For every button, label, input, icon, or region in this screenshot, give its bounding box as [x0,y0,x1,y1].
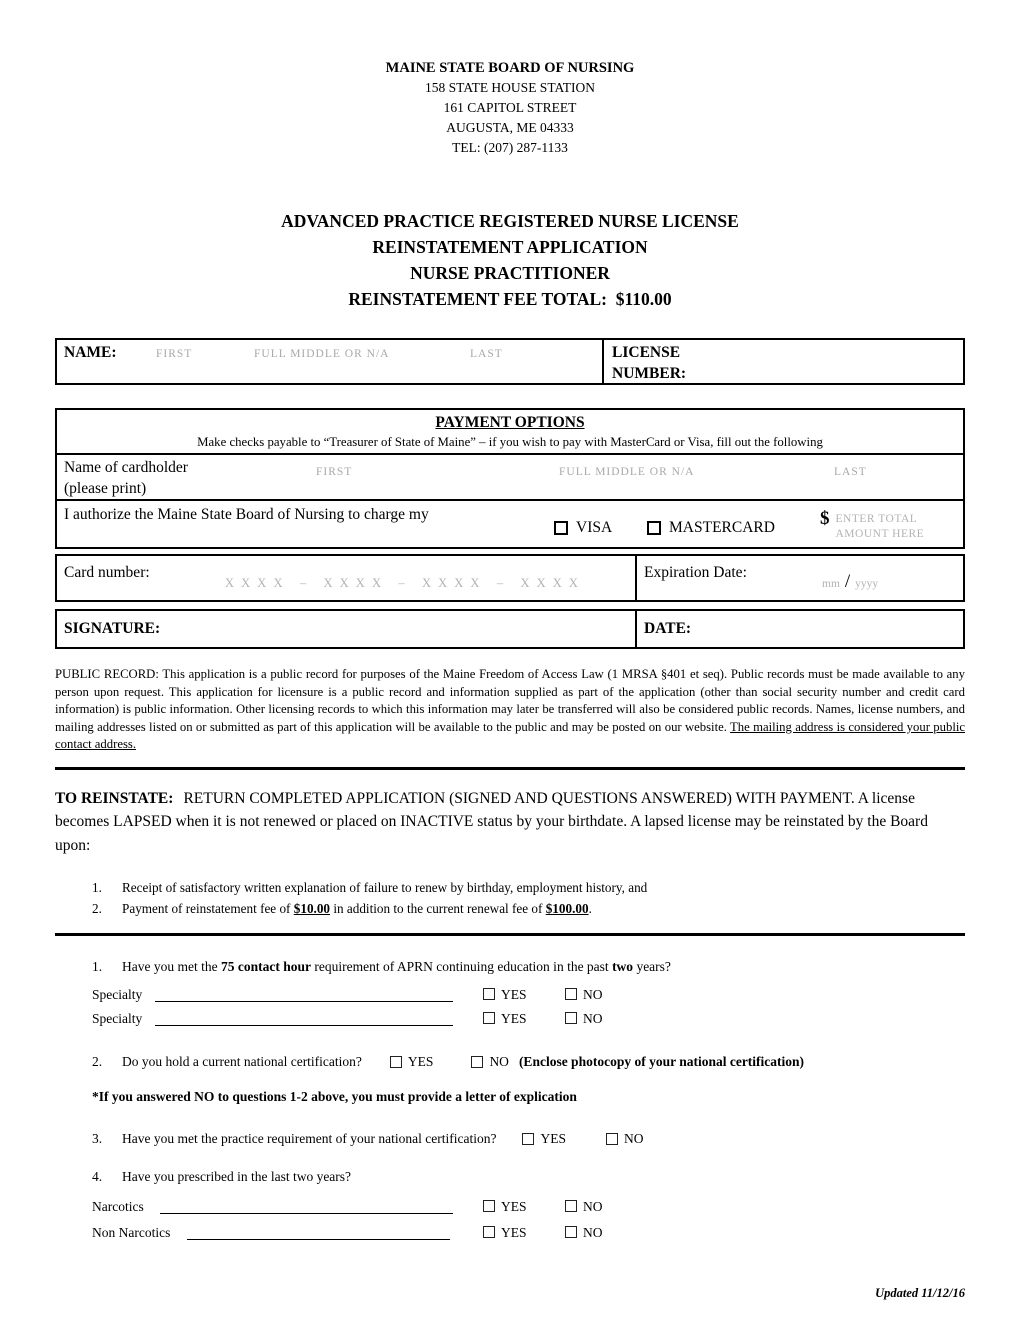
narcotics-row: Narcotics YES NO [92,1199,603,1215]
signature-field[interactable] [57,611,637,647]
no-checkbox[interactable] [565,1200,577,1212]
expiration-placeholder: mm / yyyy [822,571,879,592]
cardholder-middle-placeholder: FULL MIDDLE OR N/A [559,466,695,478]
title-line-3: NURSE PRACTITIONER [410,263,610,283]
to-reinstate-paragraph: TO REINSTATE: RETURN COMPLETED APPLICATION (SIGNED AND QUESTIONS ANSWERED) WITH PAYMENT. A license becomes LAPSED when it is not renewed or placed on INACTIVE status by your birthdate. A lapsed license may be reinstated by the Board upon: [55,789,928,854]
card-number-label: Card number: [64,564,150,581]
narcotics-input-line[interactable] [160,1199,453,1214]
yes-checkbox[interactable] [390,1056,402,1068]
cardholder-label-line-1: Name of cardholder [64,459,188,476]
card-number-field[interactable] [57,556,637,600]
visa-label: VISA [576,519,613,536]
list-item: 2. Payment of reinstatement fee of $10.00 in addition to the current renewal fee of $100.00. [92,901,592,917]
non-narcotics-row: Non Narcotics YES NO [92,1225,603,1241]
specialty-row-1: Specialty YES NO [92,987,603,1003]
title-fee-line: REINSTATEMENT FEE TOTAL: $110.00 [348,289,672,309]
non-narcotics-input-line[interactable] [187,1225,450,1240]
payment-instruction: Make checks payable to “Treasurer of State of Maine” – if you wish to pay with MasterCard or Visa, fill out the following [197,435,823,449]
phone-line: TEL: (207) 287-1133 [452,140,568,155]
mastercard-checkbox[interactable] [647,521,661,535]
specialty-row-2: Specialty YES NO [92,1011,603,1027]
cardholder-first-placeholder: FIRST [316,466,353,478]
no-checkbox[interactable] [565,1012,577,1024]
specialty-label: Specialty [92,1011,143,1027]
reinstatement-fee-amount: $10.00 [293,901,331,917]
signature-label: SIGNATURE: [64,620,161,637]
address-line-3: AUGUSTA, ME 04333 [446,120,574,135]
enter-total-placeholder: ENTER TOTAL AMOUNT HERE [835,513,925,540]
charge-amount-field[interactable] [820,509,924,542]
name-last-placeholder: LAST [470,348,503,360]
no-checkbox[interactable] [565,988,577,1000]
expiration-date-field[interactable] [637,556,963,600]
visa-checkbox[interactable] [554,521,568,535]
reinstate-conditions-list [55,877,965,919]
letterhead [55,0,965,158]
to-reinstate-label: TO REINSTATE: [55,789,174,807]
question-4: 4. Have you prescribed in the last two years? [92,1169,352,1185]
address-line-2: 161 CAPITOL STREET [443,100,577,115]
dollar-sign: $ [820,508,830,529]
yes-checkbox[interactable] [522,1133,534,1145]
payment-options-section [55,408,965,649]
specialty-label: Specialty [92,987,143,1003]
cardholder-label-line-2: (please print) [64,480,147,497]
divider-rule-top [55,767,965,770]
signature-row [55,609,965,649]
authorize-text: I authorize the Maine State Board of Nursing to charge my [64,506,429,523]
question-2: 2. Do you hold a current national certification? YES NO (Enclose photocopy of your national certification) [55,1052,965,1072]
renewal-fee-amount: $100.00 [545,901,589,917]
date-field[interactable] [637,611,963,647]
org-name: MAINE STATE BOARD OF NURSING [385,60,635,76]
public-contact-underlined: The mailing address is considered your public contact address. [55,719,965,752]
name-first-placeholder: FIRST [156,348,193,360]
license-label-line-1: LICENSE [612,344,681,361]
answered-no-warning: *If you answered NO to questions 1-2 above, you must provide a letter of explication [92,1089,577,1105]
license-number-field[interactable] [604,340,963,383]
name-field[interactable] [57,340,604,383]
question-1: 1. Have you met the 75 contact hour requirement of APRN continuing education in the past two years? [92,959,671,975]
no-checkbox[interactable] [606,1133,618,1145]
name-label: NAME: [64,344,117,361]
cardholder-last-placeholder: LAST [834,466,867,478]
date-label: DATE: [644,620,692,637]
payment-options-heading: PAYMENT OPTIONS [435,414,585,431]
divider-rule-bottom [55,933,965,936]
specialty-input-line[interactable] [155,1011,453,1026]
mastercard-label: MASTERCARD [669,519,775,536]
public-record-paragraph: PUBLIC RECORD: This application is a public record for purposes of the Maine Freedom of Access Law (1 MRSA §401 et seq). Public records must be made available to any person upon request. This application for licensure is a public record and information supplied as part of the application (other than social security number and credit card information) is public information. Other licensing records to which this information may later be transferred will also be considered public records. Names, license numbers, and mailing addresses listed on or submitted as part of this application will be available to the public and may be posted on our website. The mailing address is considered your public contact address. [55,667,965,752]
non-narcotics-label: Non Narcotics [92,1225,171,1241]
question-3: 3. Have you met the practice requirement of your national certification? YES NO [92,1131,644,1147]
updated-date: Updated 11/12/16 [875,1286,965,1301]
yes-checkbox[interactable] [483,1200,495,1212]
yes-checkbox[interactable] [483,1012,495,1024]
no-checkbox[interactable] [471,1056,483,1068]
no-checkbox[interactable] [565,1226,577,1238]
narcotics-label: Narcotics [92,1199,144,1215]
yes-checkbox[interactable] [483,988,495,1000]
license-label-line-2: NUMBER: [612,365,687,382]
title-line-2: REINSTATEMENT APPLICATION [372,237,648,257]
name-middle-placeholder: FULL MIDDLE OR N/A [254,348,390,360]
document-title [55,208,965,312]
card-number-row [55,554,965,602]
authorization-row [57,499,963,547]
card-number-placeholder: X X X X – X X X X – X X X X – X X X X [225,576,580,590]
address-line-1: 158 STATE HOUSE STATION [425,80,595,95]
specialty-input-line[interactable] [155,987,453,1002]
enclose-photocopy-note: (Enclose photocopy of your national certification) [518,1054,805,1070]
yes-checkbox[interactable] [483,1226,495,1238]
title-line-1: ADVANCED PRACTICE REGISTERED NURSE LICENSE [281,211,739,231]
cardholder-name-field[interactable] [57,453,963,499]
expiration-date-label: Expiration Date: [644,564,747,581]
name-license-table [55,338,965,385]
list-item: 1. Receipt of satisfactory written explanation of failure to renew by birthday, employment history, and [92,880,648,896]
